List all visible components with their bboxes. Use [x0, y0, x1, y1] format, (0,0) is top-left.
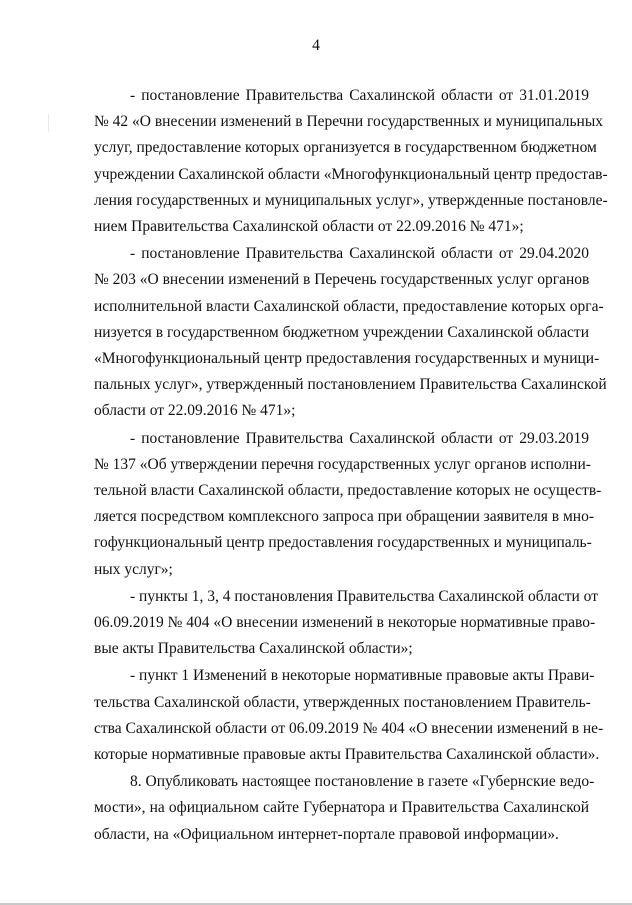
paragraph — [94, 83, 608, 240]
text-line: учреждении Сахалинской области «Многофункциональный центр предостав- — [94, 165, 608, 183]
paragraph — [94, 241, 607, 424]
document-body — [94, 83, 608, 849]
text-line: области от 22.09.2016 № 471»; — [94, 402, 296, 420]
text-line: тельства Сахалинской области, утвержденных постановлением Правитель- — [94, 693, 591, 711]
text-line: - пункт 1 Изменений в некоторые нормативные правовые акты Прави- — [130, 667, 595, 685]
scan-artifact — [48, 114, 49, 132]
text-line: пальных услуг», утвержденный постановлением Правительства Сахалинской — [94, 376, 607, 394]
text-line: - постановление Правительства Сахалинской области от 29.04.2020 — [130, 245, 589, 263]
text-line: 06.09.2019 № 404 «О внесении изменений в некоторые нормативные право- — [94, 614, 596, 632]
text-line: низуется в государственном бюджетном учреждении Сахалинской области — [94, 323, 589, 341]
text-line: № 203 «О внесении изменений в Перечень государственных услуг органов — [94, 271, 590, 289]
text-line: нием Правительства Сахалинской области от 22.09.2016 № 471»; — [94, 218, 524, 236]
paragraph — [94, 584, 598, 663]
text-line: тельной власти Сахалинской области, предоставление которых не осуществ- — [94, 482, 602, 500]
text-line: мости», на официальном сайте Губернатора и Правительства Сахалинской — [94, 799, 589, 817]
text-line: - постановление Правительства Сахалинской области от 29.03.2019 — [130, 429, 589, 447]
text-line: области, на «Официальном интернет-портале правовой информации». — [94, 825, 559, 843]
text-line: ления государственных и муниципальных услуг», утвержденные постановле- — [94, 191, 608, 209]
paragraph — [94, 769, 595, 848]
text-line: № 137 «Об утверждении перечня государственных услуг органов исполни- — [94, 455, 591, 473]
text-line: ляется посредством комплексного запроса при обращении заявителя в мно- — [94, 508, 595, 526]
text-line: исполнительной власти Сахалинской области, предоставление которых орга- — [94, 297, 604, 315]
text-line: № 42 «О внесении изменений в Перечни государственных и муниципальных — [94, 113, 603, 131]
text-line: - постановление Правительства Сахалинской области от 31.01.2019 — [130, 87, 589, 104]
text-line: ных услуг»; — [94, 560, 173, 578]
text-line: услуг, предоставление которых организуется в государственном бюджетном — [94, 139, 597, 157]
text-line: ства Сахалинской области от 06.09.2019 № 404 «О внесении изменений в не- — [94, 719, 604, 737]
text-line: «Многофункциональный центр предоставления государственных и муници- — [94, 350, 600, 368]
paragraph — [94, 426, 602, 583]
text-line: которые нормативные правовые акты Правительства Сахалинской области». — [94, 746, 600, 764]
page-number: 4 — [312, 37, 320, 54]
text-line: гофункциональный центр предоставления государственных и муниципаль- — [94, 534, 592, 552]
text-line: вые акты Правительства Сахалинской области»; — [94, 640, 413, 658]
text-line: - пункты 1, 3, 4 постановления Правительства Сахалинской области от — [130, 587, 598, 605]
text-line: 8. Опубликовать настоящее постановление в газете «Губернские ведо- — [130, 773, 595, 791]
paragraph — [94, 663, 604, 768]
